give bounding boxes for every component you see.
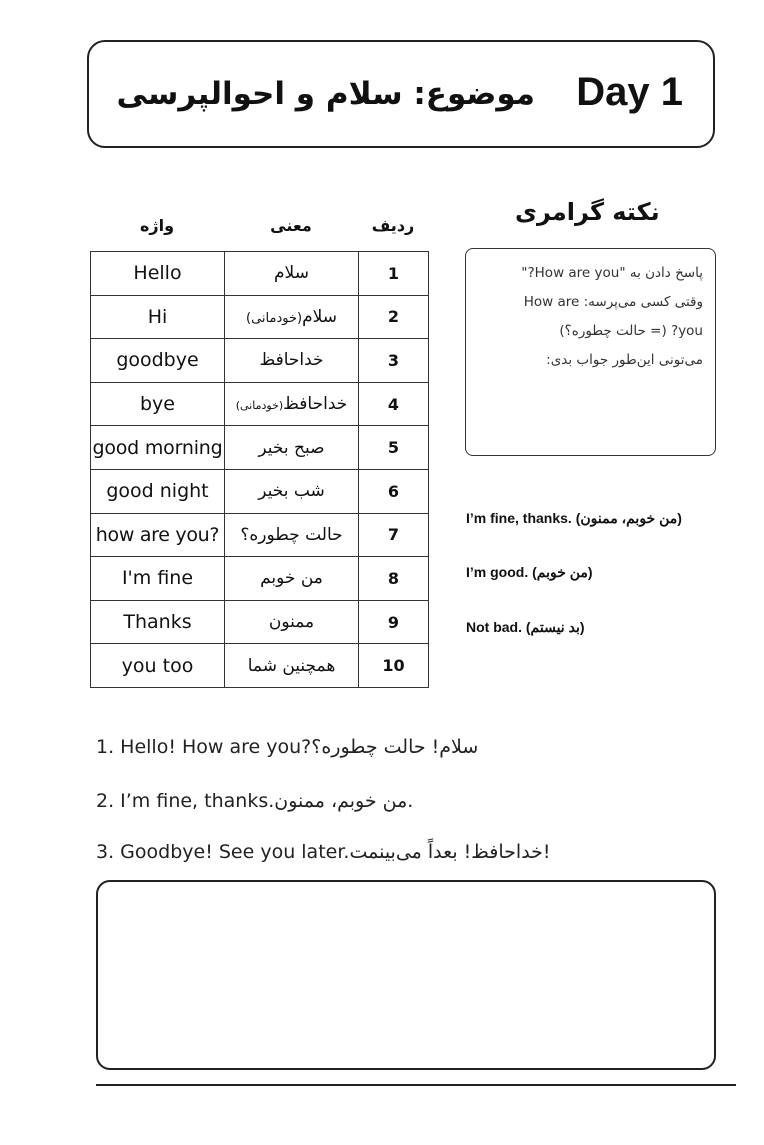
grammar-line: می‌تونی این‌طور جواب بدی: (546, 352, 703, 368)
example-response: I’m fine, thanks. (من خوبم، ممنون) (466, 510, 682, 526)
practice-sentence: 2. I’m fine, thanks.من خوبم، ممنون. (96, 790, 414, 812)
vocab-word: Thanks (91, 600, 225, 644)
grammar-line: وقتی کسی می‌پرسه: How are (523, 294, 703, 310)
table-row (91, 557, 429, 601)
meaning-text: خداحافظ (283, 394, 348, 415)
vocab-meaning (225, 252, 359, 296)
vocab-word: bye (91, 382, 225, 426)
row-number: 1 (359, 252, 429, 296)
meaning-text: سلام (302, 306, 337, 327)
table-row (91, 252, 429, 296)
practice-sentence: 3. Goodbye! See you later.خداحافظ! بعداً می‌بینمت! (96, 841, 551, 863)
row-number: 2 (359, 295, 429, 339)
vocab-meaning (225, 600, 359, 644)
vocab-word: good night (91, 469, 225, 513)
row-number: 10 (359, 644, 429, 688)
header-row-number: ردیف (371, 216, 415, 235)
example-response: I’m good. (من خوبم) (466, 564, 593, 580)
vocab-word: good morning (91, 426, 225, 470)
table-row (91, 339, 429, 383)
meaning-text: من خوبم (260, 568, 323, 589)
grammar-line: you? (= حالت چطوره؟) (559, 323, 703, 339)
row-number: 5 (359, 426, 429, 470)
vocab-meaning (225, 295, 359, 339)
table-row (91, 600, 429, 644)
vocab-word: I'm fine (91, 557, 225, 601)
meaning-note: (خودمانی) (235, 399, 284, 413)
meaning-text: همچنین شما (247, 655, 336, 676)
vocab-meaning (225, 513, 359, 557)
vocab-word: how are you? (91, 513, 225, 557)
table-row (91, 295, 429, 339)
row-number: 6 (359, 469, 429, 513)
row-number: 8 (359, 557, 429, 601)
meaning-text: شب بخیر (258, 481, 325, 502)
table-row (91, 644, 429, 688)
table-row (91, 382, 429, 426)
vocab-word: Hi (91, 295, 225, 339)
vocab-word: you too (91, 644, 225, 688)
meaning-text: خداحافظ (259, 350, 324, 371)
vocab-meaning (225, 557, 359, 601)
header-meaning: معنی (270, 216, 312, 235)
row-number: 7 (359, 513, 429, 557)
topic-title: موضوع: سلام و احوالپرسی (116, 76, 535, 112)
row-number: 4 (359, 382, 429, 426)
grammar-note-box (465, 248, 716, 456)
vocab-meaning (225, 644, 359, 688)
vocab-word: goodbye (91, 339, 225, 383)
header-word: واژه (139, 216, 175, 235)
row-number: 3 (359, 339, 429, 383)
example-response: Not bad. (بد نیستم) (466, 619, 585, 635)
vocabulary-table (90, 251, 429, 688)
meaning-text: ممنون (268, 612, 315, 633)
grammar-title: نکته گرامری (515, 198, 660, 226)
vocab-word: Hello (91, 252, 225, 296)
meaning-text: صبح بخیر (258, 437, 325, 458)
vocab-meaning (225, 382, 359, 426)
vocab-meaning (225, 469, 359, 513)
meaning-note: (خودمانی) (246, 310, 303, 326)
writing-box[interactable] (96, 880, 716, 1070)
table-row (91, 513, 429, 557)
table-row (91, 426, 429, 470)
meaning-text: حالت چطوره؟ (240, 524, 343, 545)
row-number: 9 (359, 600, 429, 644)
vocab-meaning (225, 339, 359, 383)
title-box (87, 40, 715, 148)
bottom-divider (96, 1084, 736, 1086)
meaning-text: سلام (274, 263, 309, 284)
table-row (91, 469, 429, 513)
vocab-meaning (225, 426, 359, 470)
practice-sentence: 1. Hello! How are you?سلام! حالت چطوره؟ (96, 736, 479, 758)
grammar-line: پاسخ دادن به "How are you?" (521, 265, 703, 281)
day-label: Day 1 (576, 70, 683, 114)
